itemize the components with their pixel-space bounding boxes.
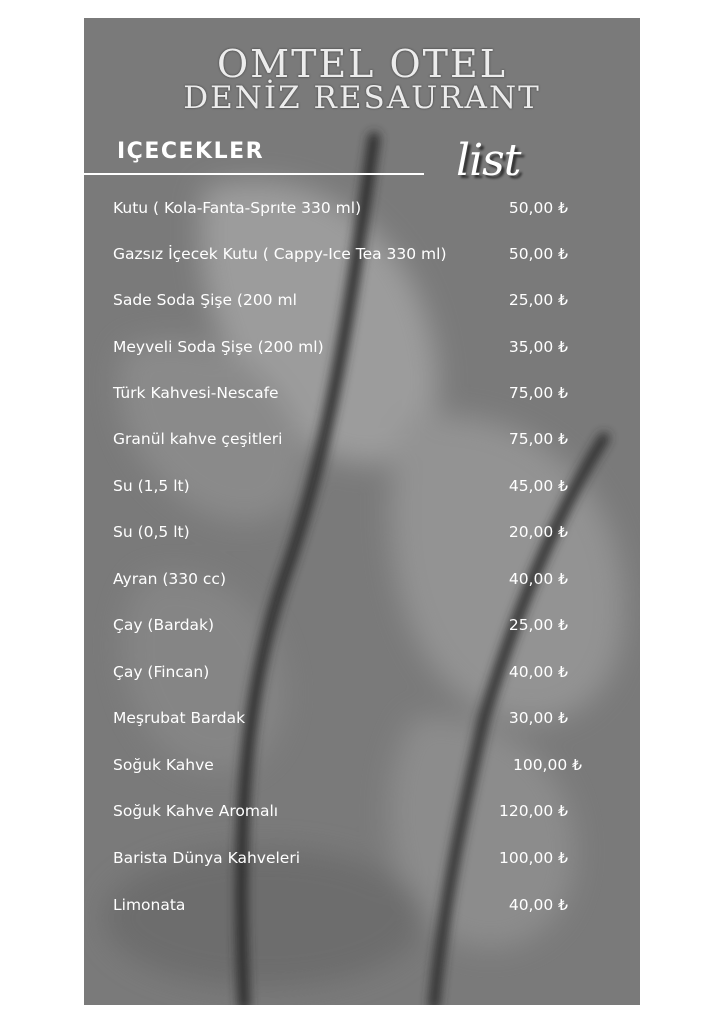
item-name: Soğuk Kahve (113, 756, 214, 774)
menu-item (84, 891, 640, 919)
item-name: Çay (Bardak) (113, 616, 215, 634)
item-name: Su (1,5 lt) (113, 477, 190, 495)
list-script-label: list (456, 135, 521, 186)
item-name: Soğuk Kahve Aromalı (113, 802, 279, 820)
menu-item-list (84, 18, 640, 1005)
item-name: Türk Kahvesi-Nescafe (113, 384, 279, 402)
item-price: 25,00 ₺ (508, 616, 568, 634)
restaurant-name: DENİZ RESAURANT (183, 80, 541, 116)
item-name: Meyveli Soda Şişe (200 ml) (113, 338, 324, 356)
hotel-name: OMTEL OTEL (217, 42, 507, 86)
item-name: Ayran (330 cc) (113, 570, 226, 588)
menu-item (84, 751, 640, 779)
item-price: 75,00 ₺ (508, 384, 568, 402)
menu-item (84, 379, 640, 407)
menu-item (84, 518, 640, 546)
item-price: 120,00 ₺ (498, 802, 568, 820)
item-price: 20,00 ₺ (508, 523, 568, 541)
menu-item (84, 194, 640, 222)
menu-item (84, 286, 640, 314)
item-price: 50,00 ₺ (508, 245, 568, 263)
menu-item (84, 333, 640, 361)
item-name: Su (0,5 lt) (113, 523, 190, 541)
item-price: 50,00 ₺ (508, 199, 568, 217)
menu-item (84, 797, 640, 825)
item-price: 40,00 ₺ (508, 896, 568, 914)
item-price: 30,00 ₺ (508, 709, 568, 727)
item-name: Kutu ( Kola-Fanta-Sprıte 330 ml) (113, 199, 362, 217)
item-price: 100,00 ₺ (512, 756, 582, 774)
item-price: 25,00 ₺ (508, 291, 568, 309)
item-price: 40,00 ₺ (508, 663, 568, 681)
item-price: 40,00 ₺ (508, 570, 568, 588)
menu-item (84, 472, 640, 500)
menu-item (84, 611, 640, 639)
section-heading: IÇECEKLER (117, 139, 265, 164)
item-price: 100,00 ₺ (498, 849, 568, 867)
item-name: Meşrubat Bardak (113, 709, 246, 727)
item-name: Barista Dünya Kahveleri (113, 849, 301, 867)
menu-card (84, 18, 640, 1005)
item-price: 45,00 ₺ (508, 477, 568, 495)
item-price: 75,00 ₺ (508, 430, 568, 448)
menu-item (84, 704, 640, 732)
item-name: Gazsız İçecek Kutu ( Cappy-Ice Tea 330 ml) (113, 245, 447, 263)
menu-item (84, 844, 640, 872)
item-price: 35,00 ₺ (508, 338, 568, 356)
item-name: Sade Soda Şişe (200 ml (113, 291, 297, 309)
item-name: Limonata (113, 896, 186, 914)
menu-item (84, 240, 640, 268)
item-name: Granül kahve çeşitleri (113, 430, 283, 448)
menu-item (84, 425, 640, 453)
menu-item (84, 658, 640, 686)
menu-item (84, 565, 640, 593)
item-name: Çay (Fincan) (113, 663, 210, 681)
